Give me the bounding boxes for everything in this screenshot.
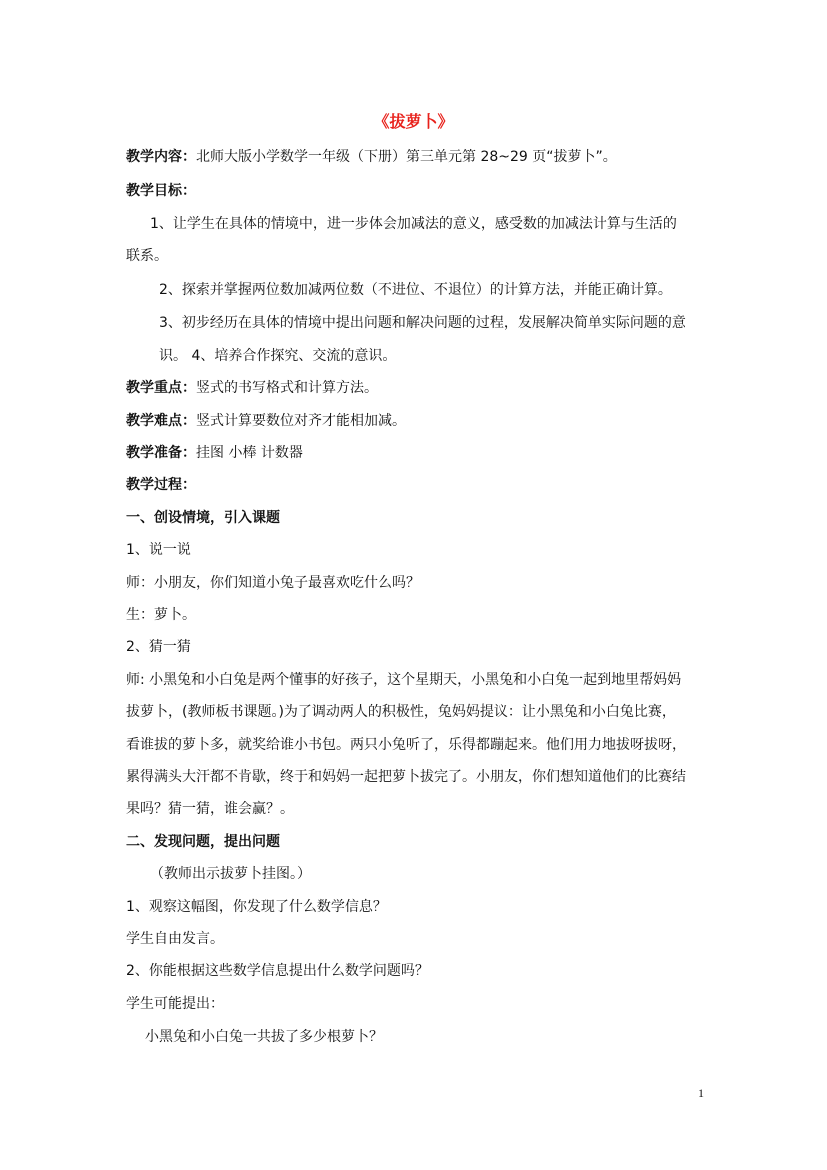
content-line (126, 146, 617, 168)
section1-title: 一、创设情境，引入课题 (126, 510, 280, 526)
s2-item2: 2、你能根据这些数学信息提出什么数学问题吗？ (126, 963, 429, 979)
goal1-line1: 1、让学生在具体的情境中，进一步体会加减法的意义，感受数的加减法计算与生活的 (150, 216, 677, 232)
difficulty-text: 竖式计算要数位对齐才能相加减。 (196, 413, 406, 429)
content-label: 教学内容： (126, 149, 196, 165)
s2-note: （教师出示拔萝卜挂图。） (150, 866, 311, 882)
goal3-line1: 3、初步经历在具体的情境中提出问题和解决问题的过程，发展解决简单实际问题的意 (159, 315, 686, 331)
goal2: 2、探索并掌握两位数加减两位数（不进位、不退位）的计算方法，并能正确计算。 (159, 282, 672, 298)
s1-story-line3: 看谁拔的萝卜多，就奖给谁小书包。两只小兔听了，乐得都蹦起来。他们用力地拔呀拔呀， (126, 737, 686, 753)
goal1-line2: 联系。 (126, 248, 168, 264)
goals-label: 教学目标： (126, 183, 196, 199)
s1-item1: 1、说一说 (126, 542, 191, 558)
s1-story-line4: 累得满头大汗都不肯歇，终于和妈妈一起把萝卜拔完了。小朋友，你们想知道他们的比赛结 (126, 769, 686, 785)
key-label: 教学重点： (126, 380, 196, 396)
s1-item2: 2、猜一猜 (126, 639, 191, 655)
s2-item1-answer: 学生自由发言。 (126, 931, 224, 947)
key-line (126, 377, 378, 399)
section2-title: 二、发现问题，提出问题 (126, 834, 280, 850)
s2-item2-answer: 学生可能提出： (126, 996, 224, 1012)
s1-student: 生：萝卜。 (126, 607, 196, 623)
prep-label: 教学准备： (126, 445, 196, 461)
s2-question1: 小黑兔和小白兔一共拔了多少根萝卜？ (145, 1029, 383, 1045)
difficulty-label: 教学难点： (126, 413, 196, 429)
s1-story-line2: 拔萝卜，(教师板书课题。)为了调动两人的积极性，兔妈妈提议：让小黑兔和小白兔比赛， (126, 704, 676, 720)
s1-story-line5: 果吗？猜一猜，谁会赢？。 (126, 801, 294, 817)
process-label: 教学过程： (126, 477, 196, 493)
s2-item1: 1、观察这幅图，你发现了什么数学信息？ (126, 899, 387, 915)
difficulty-line (126, 410, 406, 432)
s1-story-line1: 师: 小黑兔和小白兔是两个懂事的好孩子，这个星期天，小黑兔和小白兔一起到地里帮妈妈 (126, 672, 682, 688)
prep-text: 挂图 小棒 计数器 (196, 445, 303, 461)
document-title: 《拔萝卜》 (373, 112, 454, 131)
prep-line (126, 442, 303, 464)
goal3-line2: 识。 4、培养合作探究、交流的意识。 (159, 348, 397, 364)
page-number: 1 (698, 1086, 704, 1100)
key-text: 竖式的书写格式和计算方法。 (196, 380, 378, 396)
content-text: 北师大版小学数学一年级（下册）第三单元第 28~29 页“拔萝卜”。 (196, 149, 617, 165)
s1-teacher: 师：小朋友，你们知道小兔子最喜欢吃什么吗？ (126, 575, 420, 591)
